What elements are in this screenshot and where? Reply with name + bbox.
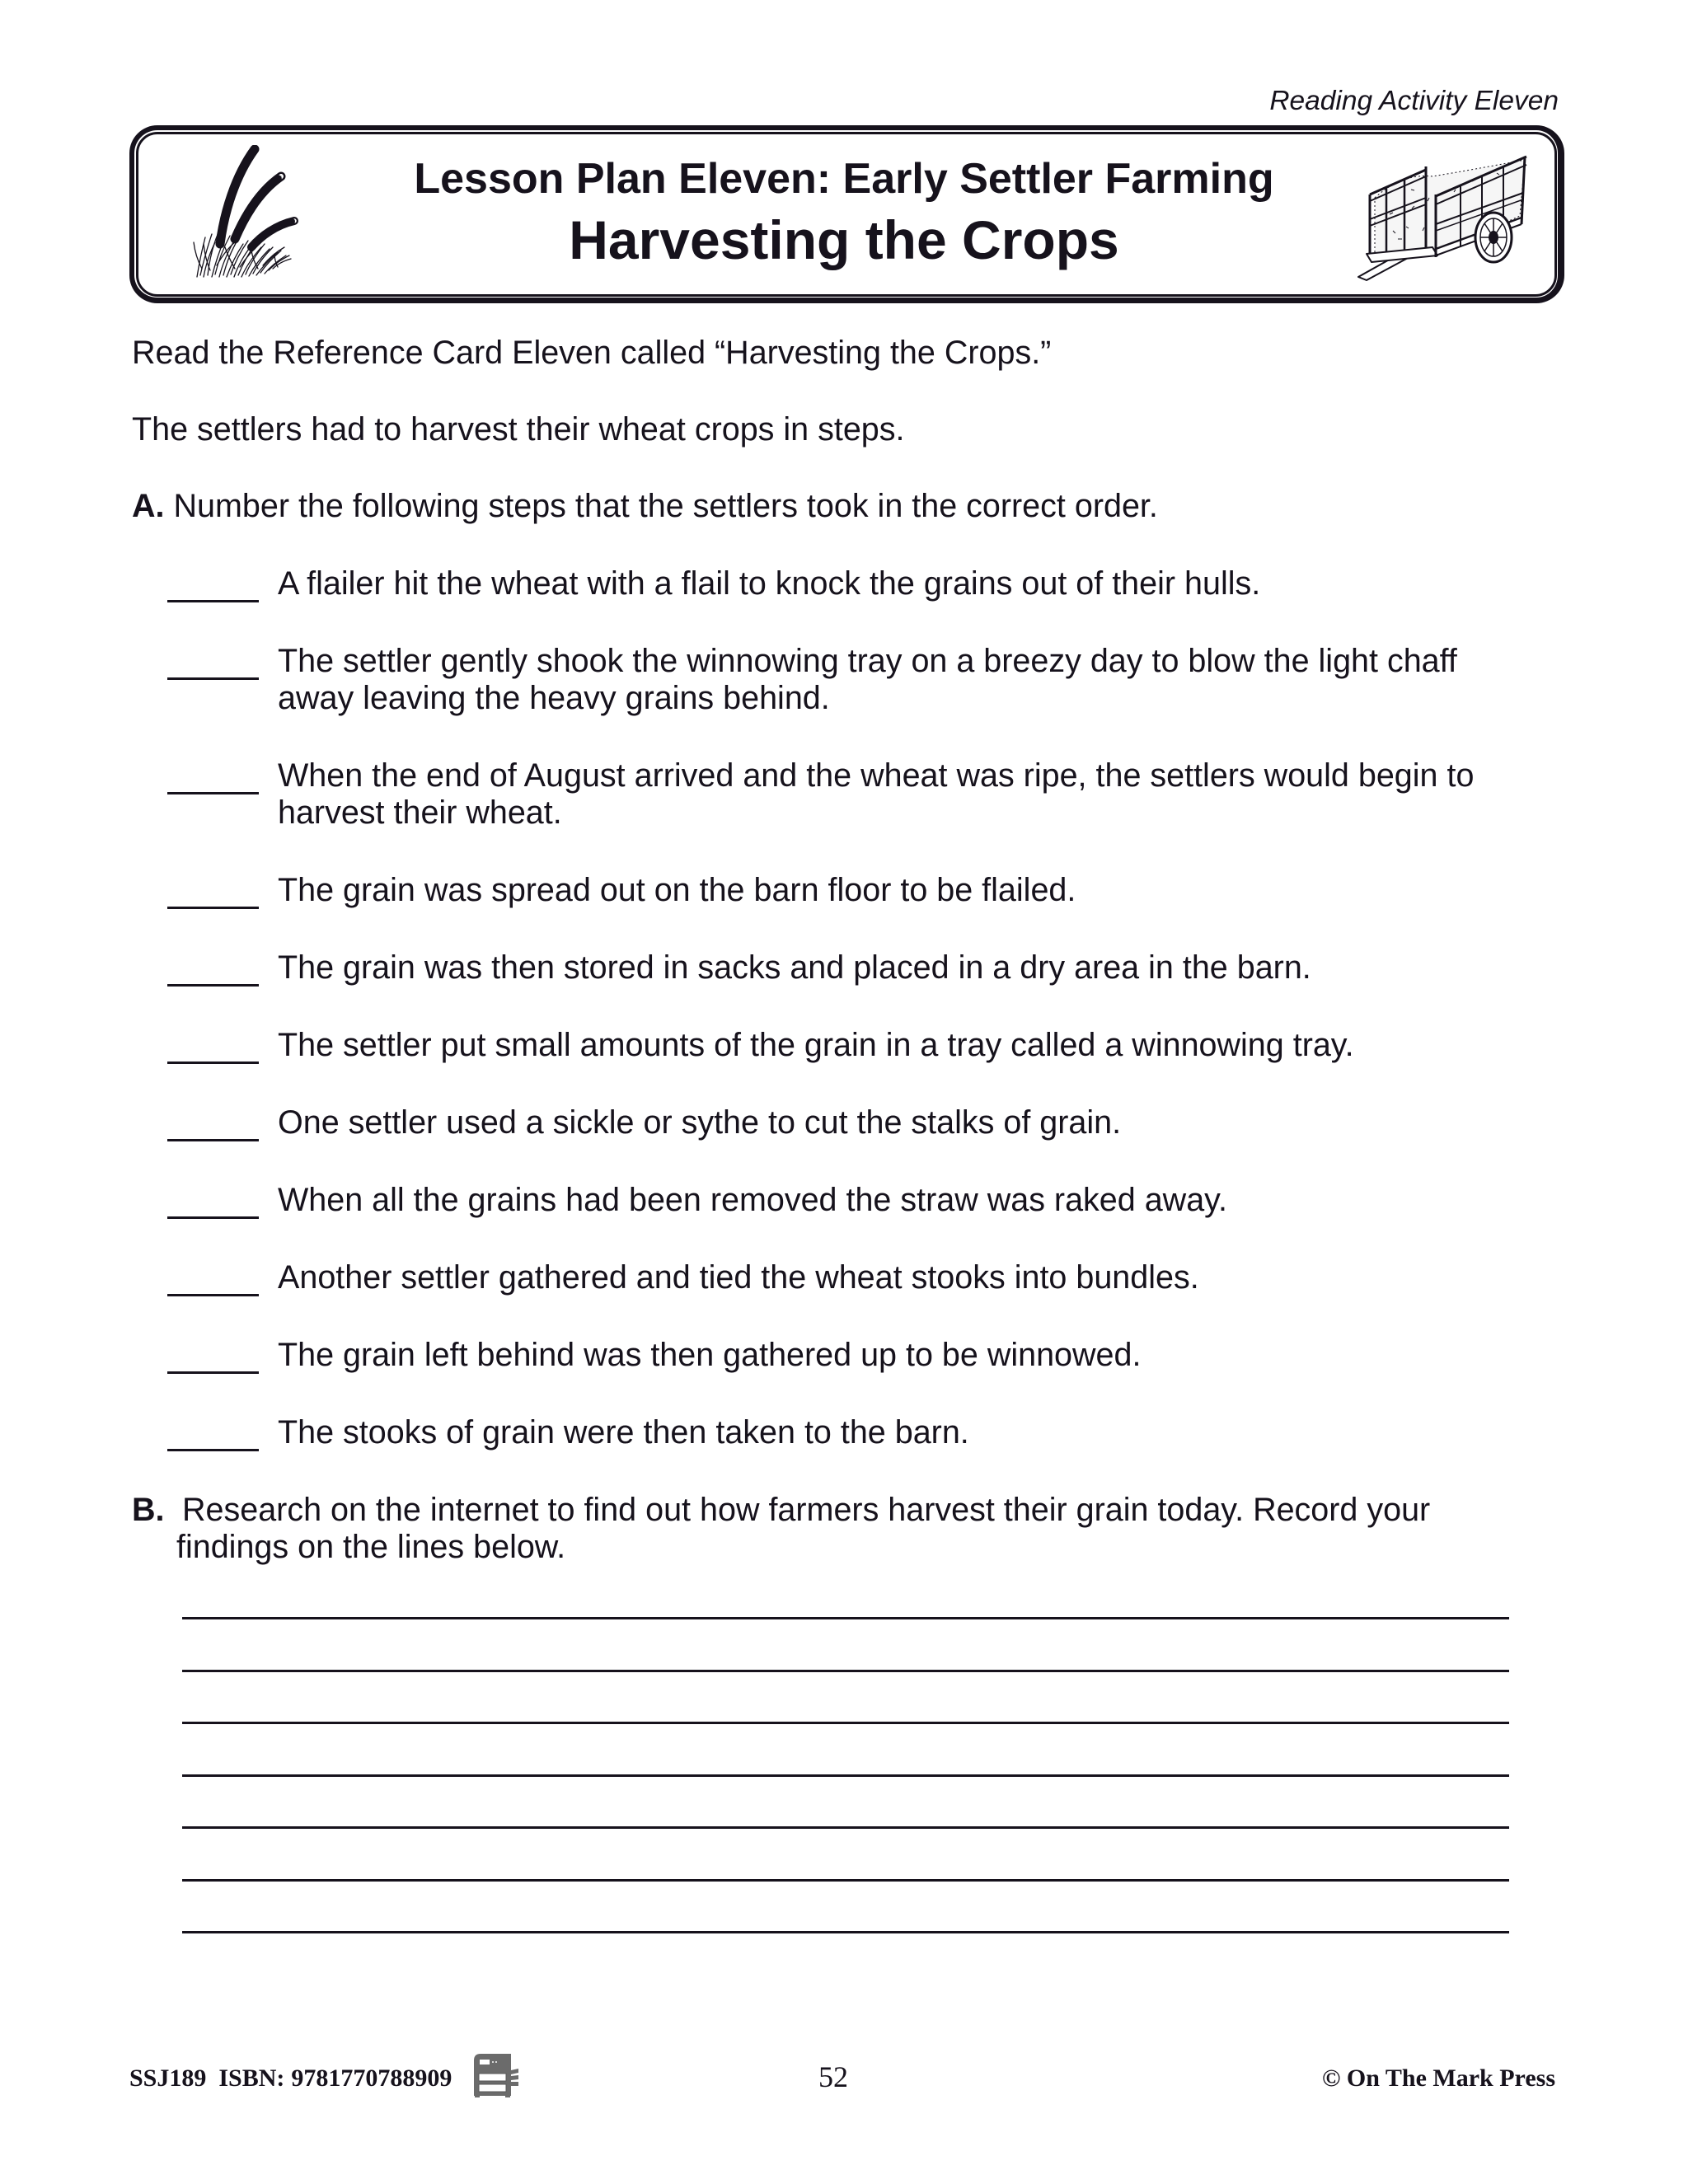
- footer-product-info: [129, 2064, 452, 2093]
- intro-steps-text: The settlers had to harvest their wheat crops in steps.: [132, 411, 905, 448]
- step-text: Another settler gathered and tied the wheat stooks into bundles.: [278, 1259, 1199, 1296]
- research-answer-line[interactable]: [182, 1796, 1509, 1829]
- step-number-blank[interactable]: [167, 578, 259, 602]
- step-text: When all the grains had been removed the straw was raked away.: [278, 1182, 1227, 1218]
- step-number-blank[interactable]: [167, 1194, 259, 1219]
- step-item: [278, 949, 1474, 987]
- section-b-label: B.: [132, 1492, 165, 1528]
- step-text: The settler put small amounts of the grain in a tray called a winnowing tray.: [278, 1027, 1354, 1063]
- step-item: [278, 872, 1474, 909]
- step-item: [278, 1414, 1474, 1451]
- isbn-label: ISBN:: [218, 2064, 285, 2092]
- step-item: [278, 1027, 1474, 1064]
- section-b-instruction-line: findings on the lines below.: [176, 1529, 566, 1565]
- research-answer-line[interactable]: [182, 1900, 1509, 1933]
- activity-label: Reading Activity Eleven: [1269, 86, 1559, 116]
- page-title: Harvesting the Crops: [569, 209, 1119, 270]
- step-number-blank[interactable]: [167, 655, 259, 680]
- copyright-notice: © On The Mark Press: [1322, 2064, 1555, 2092]
- step-item: [278, 757, 1474, 832]
- step-number-blank[interactable]: [167, 884, 259, 909]
- research-answer-area: [182, 1586, 1509, 1933]
- intro-reference-text: Read the Reference Card Eleven called “Harvesting the Crops.”: [132, 335, 1052, 371]
- step-number-blank[interactable]: [167, 1349, 259, 1374]
- step-text-continued: harvest their wheat.: [278, 794, 562, 831]
- step-text: The grain was then stored in sacks and placed in a dry area in the barn.: [278, 949, 1311, 986]
- research-answer-line[interactable]: [182, 1586, 1509, 1619]
- step-text: The grain left behind was then gathered up to be winnowed.: [278, 1337, 1142, 1373]
- section-b-instruction-line: Research on the internet to find out how farmers harvest their grain today. Record your: [182, 1492, 1431, 1528]
- step-text: One settler used a sickle or sythe to cut the stalks of grain.: [278, 1104, 1122, 1141]
- step-item: [278, 1182, 1474, 1219]
- research-answer-line[interactable]: [182, 1639, 1509, 1672]
- step-number-blank[interactable]: [167, 962, 259, 987]
- research-answer-line[interactable]: [182, 1691, 1509, 1724]
- step-item: [278, 1104, 1474, 1141]
- step-number-blank[interactable]: [167, 770, 259, 794]
- research-answer-line[interactable]: [182, 1744, 1509, 1777]
- isbn-number: 9781770788909: [291, 2064, 452, 2092]
- research-answer-line[interactable]: [182, 1849, 1509, 1882]
- section-a-instruction: [132, 488, 1158, 525]
- product-code: SSJ189: [129, 2064, 207, 2092]
- step-text: The stooks of grain were then taken to the barn.: [278, 1414, 969, 1451]
- step-text: When the end of August arrived and the wheat was ripe, the settlers would begin to: [278, 757, 1475, 794]
- step-text: The settler gently shook the winnowing tray on a breezy day to blow the light chaff: [278, 643, 1457, 679]
- step-item: [278, 1259, 1474, 1296]
- page-number: 52: [818, 2060, 848, 2093]
- step-item: [278, 1337, 1474, 1374]
- section-a-label: A.: [132, 488, 165, 524]
- section-a-instruction-text: Number the following steps that the settlers took in the correct order.: [173, 488, 1158, 524]
- step-number-blank[interactable]: [167, 1427, 259, 1451]
- step-number-blank[interactable]: [167, 1272, 259, 1296]
- step-text: The grain was spread out on the barn floor to be flailed.: [278, 872, 1076, 908]
- step-list: [278, 565, 1474, 1451]
- printer-icon: [472, 2052, 519, 2097]
- step-item: [278, 565, 1474, 602]
- step-text-continued: away leaving the heavy grains behind.: [278, 680, 830, 716]
- step-number-blank[interactable]: [167, 1039, 259, 1064]
- lesson-title: Lesson Plan Eleven: Early Settler Farming: [414, 155, 1274, 203]
- step-text: A flailer hit the wheat with a flail to knock the grains out of their hulls.: [278, 565, 1261, 602]
- step-item: [278, 643, 1474, 717]
- step-number-blank[interactable]: [167, 1117, 259, 1141]
- section-b-instruction: [176, 1492, 1430, 1566]
